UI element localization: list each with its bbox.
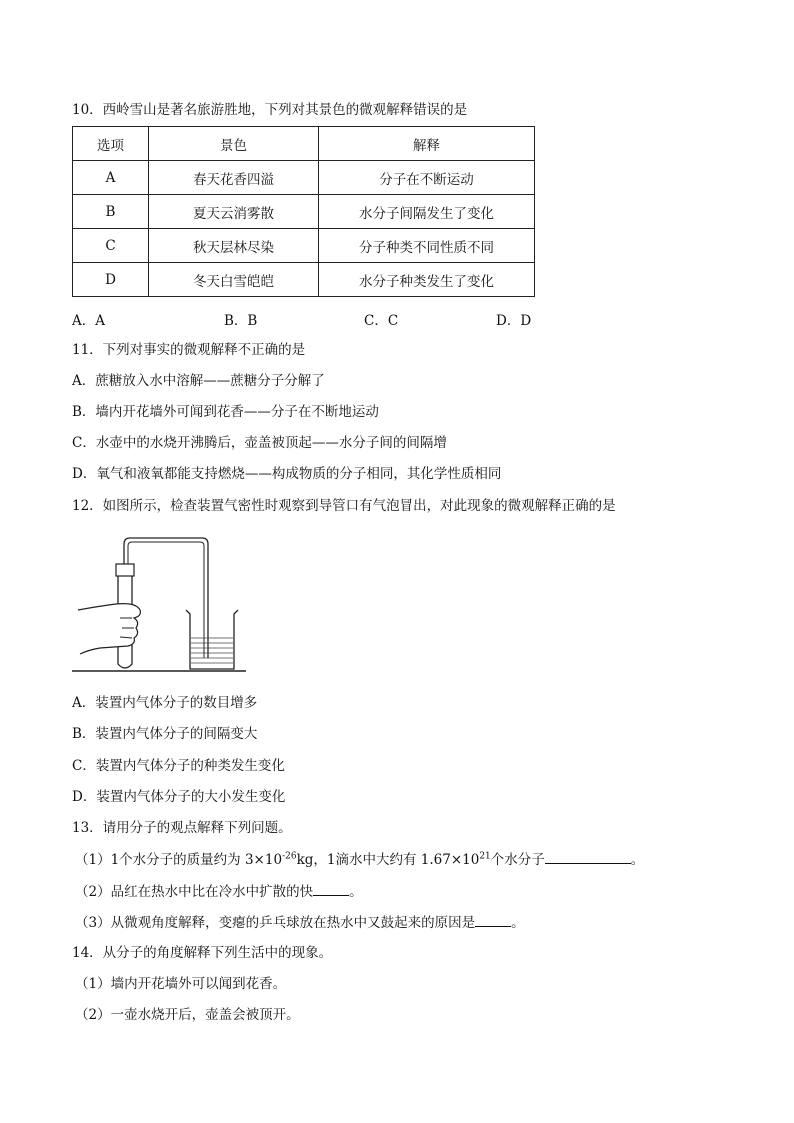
answer-blank[interactable] — [545, 850, 631, 864]
option-b[interactable]: B．墙内开花墙外可闻到花香——分子在不断地运动 — [72, 404, 379, 420]
q13-part1-text-a: （1）1个水分子的质量约为 3×10 — [75, 852, 283, 868]
table-row — [73, 161, 535, 195]
exponent: -26 — [282, 851, 297, 862]
table-cell: D — [73, 263, 149, 297]
q13-part1-text-c: 个水分子 — [490, 852, 545, 868]
option-b[interactable]: B．装置内气体分子的间隔变大 — [72, 726, 258, 742]
q13-part3 — [75, 913, 525, 932]
option-d[interactable]: D．氧气和液氧都能支持燃烧——构成物质的分子相同，其化学性质相同 — [72, 466, 502, 482]
apparatus-diagram — [70, 530, 250, 675]
option-c[interactable]: C．装置内气体分子的种类发生变化 — [72, 758, 285, 774]
table-cell: 冬天白雪皑皑 — [149, 263, 319, 297]
option-b[interactable]: B．B — [224, 313, 258, 329]
answer-blank[interactable] — [475, 913, 511, 927]
header-cell: 解释 — [319, 127, 535, 161]
option-a[interactable]: A．A — [72, 313, 105, 329]
q13-stem: 13．请用分子的观点解释下列问题。 — [72, 820, 292, 836]
q10-table — [72, 126, 535, 297]
q13-part2-text: （2）品红在热水中比在冷水中扩散的快 — [75, 884, 314, 900]
option-a[interactable]: A．装置内气体分子的数目增多 — [72, 695, 258, 711]
table-cell: 春天花香四溢 — [149, 161, 319, 195]
q13-part3-text: （3）从微观角度解释，变瘪的乒乓球放在热水中又鼓起来的原因是 — [75, 915, 476, 931]
answer-blank[interactable] — [313, 882, 349, 896]
option-d[interactable]: D．装置内气体分子的大小发生变化 — [72, 789, 286, 805]
q10-stem: 10．西岭雪山是著名旅游胜地，下列对其景色的微观解释错误的是 — [72, 102, 468, 118]
table-cell: C — [73, 229, 149, 263]
end-mark: 。 — [349, 884, 363, 900]
option-c[interactable]: C．C — [364, 313, 399, 329]
header-cell: 景色 — [149, 127, 319, 161]
table-cell: 水分子间隔发生了变化 — [319, 195, 535, 229]
option-c[interactable]: C．水壶中的水烧开沸腾后，壶盖被顶起——水分子间的间隔增 — [72, 435, 447, 451]
q14-stem: 14．从分子的角度解释下列生活中的现象。 — [72, 945, 333, 961]
end-mark: 。 — [511, 915, 525, 931]
q13-part1-text-b: kg，1滴水中大约有 1.67×10 — [296, 852, 480, 868]
table-row — [73, 229, 535, 263]
table-cell: 水分子种类发生了变化 — [319, 263, 535, 297]
table-cell: 夏天云消雾散 — [149, 195, 319, 229]
q11-stem: 11．下列对事实的微观解释不正确的是 — [72, 342, 306, 358]
option-d[interactable]: D．D — [496, 313, 532, 329]
q14-part1: （1）墙内开花墙外可以闻到花香。 — [75, 976, 287, 992]
q14-part2: （2）一壶水烧开后，壶盖会被顶开。 — [75, 1007, 300, 1023]
table-cell: 秋天层林尽染 — [149, 229, 319, 263]
table-cell: B — [73, 195, 149, 229]
end-mark: 。 — [630, 852, 645, 868]
table-cell: 分子种类不同性质不同 — [319, 229, 535, 263]
table-row — [73, 263, 535, 297]
table-cell: A — [73, 161, 149, 195]
table-header-row — [73, 127, 535, 161]
table-cell: 分子在不断运动 — [319, 161, 535, 195]
q13-part1 — [75, 850, 644, 869]
table-row — [73, 195, 535, 229]
option-a[interactable]: A．蔗糖放入水中溶解——蔗糖分子分解了 — [72, 373, 325, 389]
q13-part2 — [75, 882, 363, 901]
exponent: 21 — [479, 851, 491, 862]
header-cell: 选项 — [73, 127, 149, 161]
q12-stem: 12．如图所示，检查装置气密性时观察到导管口有气泡冒出，对此现象的微观解释正确的是 — [72, 498, 616, 514]
